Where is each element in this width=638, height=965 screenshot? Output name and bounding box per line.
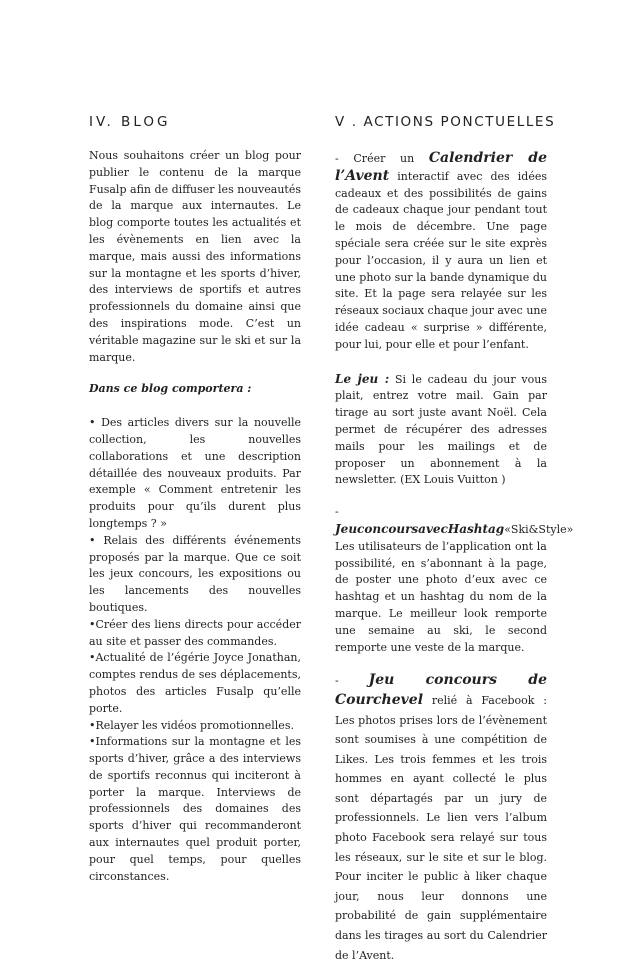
blog-bullet-ambassador: •Actualité de l’égérie Joyce Jonathan, comptes rendus de ses déplacements, photos des articles Fusalp qu’elle porte.: [89, 651, 301, 715]
blog-intro: Nous souhaitons créer un blog pour publier le contenu de la marque Fusalp afin de diffuser les nouveautés de la marque aux internautes. Le blog comporte toutes les actualités et les évènements en lien avec la marque, mais aussi des informations sur la montagne et les sports d’hiver, des interviews de sportifs et autres professionnels du domaine ainsi que des inspirations mode. C’est un véritable magazine sur le ski et sur la marque.: [89, 149, 301, 364]
hashtag-contest-text: Les utilisateurs de l’application ont la possibilité, en s’abonnant à la page, de poster une photo d’eux avec ce hashtag et un hashtag du nom de la marque. Le meilleur look remporte une semaine au ski, le second remporte une veste de la marque.: [335, 539, 547, 654]
blog-column: [89, 114, 301, 885]
actions-heading: V . ACTIONS PONCTUELLES: [335, 114, 556, 130]
blog-bullet-mountain-info: •Informations sur la montagne et les sports d’hiver, grâce a des interviews de sportifs reconnus qui inciteront à porter la marque. Interviews de professionnels des domaines des sports d’hiver qui recommanderont aux internautes quel produit porter, pour quel temps, pour quelles circonstances.: [89, 735, 301, 883]
game-title: Le jeu :: [335, 371, 390, 386]
blog-bullet-events: • Relais des différents événements proposés par la marque. Que ce soit les jeux concours, les expositions ou les lancements des nouvelles boutiques.: [89, 533, 301, 614]
game-paragraph: [335, 371, 547, 490]
advent-calendar-title: Calendrier de l’Avent: [335, 150, 547, 184]
courchevel-contest-title: Jeu concours de Courchevel: [335, 672, 547, 708]
hashtag-contest-prefix: -: [335, 505, 339, 519]
advent-calendar-paragraph: [335, 150, 547, 354]
blog-bullet-articles: • Des articles divers sur la nouvelle collection, les nouvelles collaborations et une description détaillée des nouveaux produits. Par exemple « Comment entretenir les produits pour qu’ils durent plus longtemps ? »: [89, 416, 301, 530]
blog-bullet-videos: •Relayer les vidéos promotionnelles.: [89, 718, 294, 732]
hashtag-contest-paragraph: [335, 504, 574, 656]
blog-subheading: Dans ce blog comportera :: [89, 382, 252, 396]
hashtag-contest-title: JeuconcoursavecHashtag: [335, 521, 505, 536]
hashtag-contest-tag: «Ski&Style»: [504, 522, 574, 536]
actions-column: [335, 114, 574, 965]
blog-bullet-links: •Créer des liens directs pour accéder au site et passer des commandes.: [89, 617, 301, 648]
blog-heading: IV. BLOG: [89, 114, 171, 130]
courchevel-contest-text: relié à Facebook : Les photos prises lors de l’évènement sont soumises à une compétition de Likes. Les trois femmes et les trois hommes en ayant collecté le plus sont départagés par un jury de professionnels. Le lien vers l’album photo Facebook sera relayé sur tous les réseaux, sur le site et sur le blog. Pour inciter le public à liker chaque jour, nous leur donnons une probabilité de gain supplémentaire dans les tirages au sort du Calendrier de l’Avent.: [335, 693, 547, 962]
advent-calendar-prefix: - Créer un: [335, 152, 429, 165]
advent-calendar-text: interactif avec des idées cadeaux et des possibilités de gains de cadeaux chaque jour pendant tout le mois de décembre. Une page spéciale sera créée sur le site exprès pour l’occasion, il y aura un lien et une photo sur la bande dynamique du site. Et la page sera relayée sur les réseaux sociaux chaque jour avec une idée cadeau « surprise » différente, pour lui, pour elle et pour l’enfant.: [335, 169, 547, 351]
courchevel-contest-prefix: -: [335, 674, 369, 688]
courchevel-contest-paragraph: [335, 671, 547, 965]
game-text: Si le cadeau du jour vous plait, entrez votre mail. Gain par tirage au sort juste avant Noël. Cela permet de récupérer des adresses mails pour les mailings et de proposer un abonnement à la newsletter. (EX Louis Vuitton ): [335, 372, 547, 487]
